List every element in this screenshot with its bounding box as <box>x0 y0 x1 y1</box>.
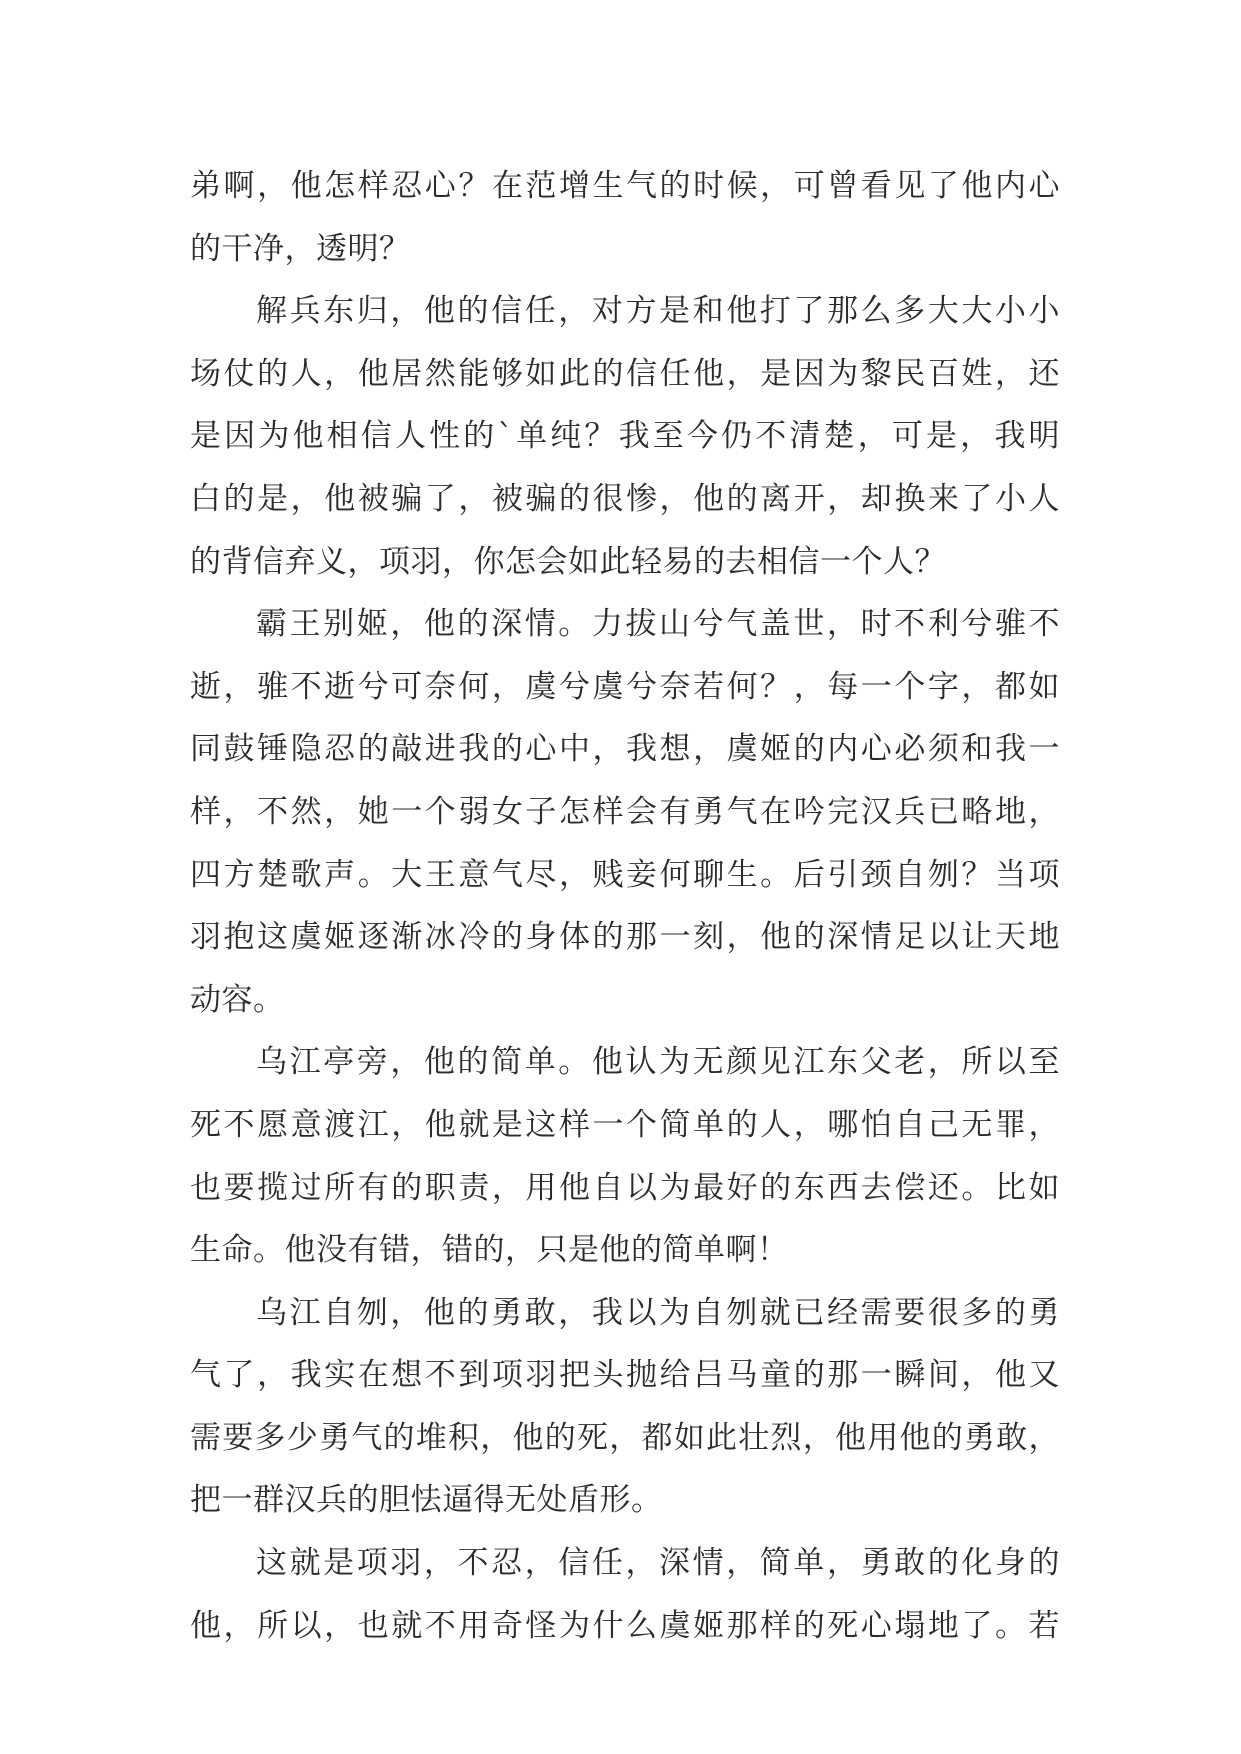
text-line: 把一群汉兵的胆怯逼得无处盾形。 <box>190 1482 663 1519</box>
text-line: 的干净，透明？ <box>190 230 411 267</box>
text-line: 场仗的人，他居然能够如此的信任他，是因为黎民百姓，还 <box>190 355 1060 392</box>
paragraph-start-line: 这就是项羽，不忍，信任，深情，简单，勇敢的化身的 <box>256 1545 1060 1582</box>
article-body <box>190 155 1060 1657</box>
text-line: 羽抱这虞姬逐渐冰冷的身体的那一刻，他的深情足以让天地 <box>190 919 1060 956</box>
paragraph-start-line: 乌江自刎，他的勇敢，我以为自刎就已经需要很多的勇 <box>256 1294 1060 1331</box>
text-line: 弟啊，他怎样忍心？在范增生气的时候，可曾看见了他内心 <box>190 168 1060 204</box>
text-line: 也要揽过所有的职责，用他自以为最好的东西去偿还。比如 <box>190 1169 1060 1206</box>
text-line: 气了，我实在想不到项羽把头抛给吕马童的那一瞬间，他又 <box>190 1357 1060 1394</box>
paragraph-start-line: 解兵东归，他的信任，对方是和他打了那么多大大小小 <box>256 293 1060 330</box>
paragraph-start-line: 霸王别姬，他的深情。力拔山兮气盖世，时不利兮骓不 <box>256 606 1060 643</box>
text-line: 生命。他没有错，错的，只是他的简单啊！ <box>190 1232 789 1269</box>
text-line: 死不愿意渡江，他就是这样一个简单的人，哪怕自己无罪， <box>190 1106 1060 1143</box>
text-line: 白的是，他被骗了，被骗的很惨，他的离开，却换来了小人 <box>190 480 1060 517</box>
text-line: 需要多少勇气的堆积，他的死，都如此壮烈，他用他的勇敢， <box>190 1419 1060 1456</box>
text-line: 样，不然，她一个弱女子怎样会有勇气在吟完汉兵已略地， <box>190 793 1060 830</box>
text-line: 的背信弃义，项羽，你怎会如此轻易的去相信一个人？ <box>190 543 946 580</box>
text-line: 动容。 <box>190 981 285 1018</box>
text-line: 同鼓锤隐忍的敲进我的心中，我想，虞姬的内心必须和我一 <box>190 731 1060 768</box>
text-line: 四方楚歌声。大王意气尽，贱妾何聊生。后引颈自刎？当项 <box>190 856 1060 893</box>
text-line: 是因为他相信人性的`单纯？我至今仍不清楚，可是，我明 <box>190 418 1060 455</box>
paragraph-start-line: 乌江亭旁，他的简单。他认为无颜见江东父老，所以至 <box>256 1044 1060 1081</box>
text-line: 逝，骓不逝兮可奈何，虞兮虞兮奈若何？，每一个字，都如 <box>190 668 1060 705</box>
text-line: 他，所以，也就不用奇怪为什么虞姬那样的死心塌地了。若 <box>190 1607 1060 1644</box>
